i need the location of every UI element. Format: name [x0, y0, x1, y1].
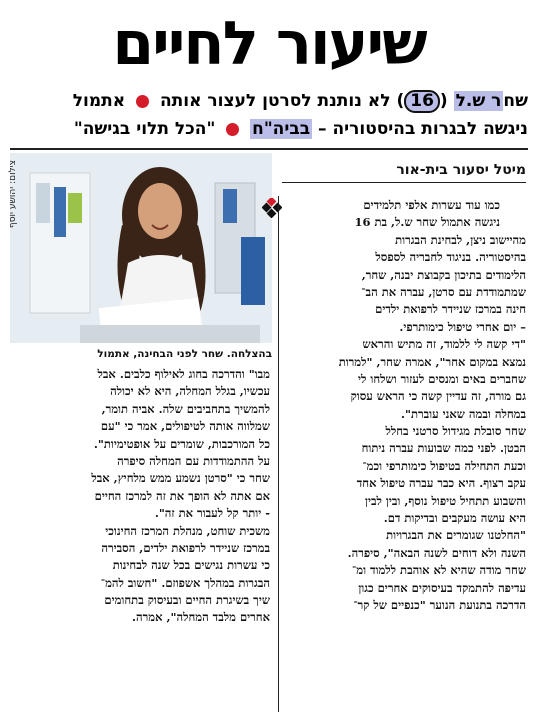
subheadline-line-1: שחר ש.ל (16) לא נותנת לסרטן לעצור אותה אתמול: [72, 91, 528, 111]
article-line: משכית שוחט, מנהלת המרכז החינוכי: [105, 523, 270, 538]
headline: שיעור לחיים: [112, 9, 426, 79]
subhead-quote: "הכל תלוי בגישה": [73, 119, 216, 139]
article-line: וכעת התחילה בטיפול כימותרפי וכמ־: [362, 458, 526, 473]
article-line: על ההתמודדות עם המחלה סיפרה: [117, 453, 270, 468]
article-line: והשבוע תתחיל טיפול נוסף, ובין לבין: [365, 493, 526, 508]
article-column-right: [286, 197, 526, 614]
article-line: אם אתה לא הופך את זה למרכז החיים: [94, 488, 270, 503]
article-photo: [10, 153, 272, 343]
article-line: שיך בשיגרת החיים ובעיסוק בתחומים: [104, 593, 270, 608]
article-line: היא עושה מעקבים ובדיקות דם.: [383, 511, 526, 526]
article-line: עדיפה להתמקד בעיסוקים אחרים כגון: [358, 580, 526, 595]
article-line: עכשיו, בגלל המחלה, היא לא יכולה: [110, 384, 270, 399]
article-line: כמו עוד עשרות אלפי תלמידים: [363, 198, 500, 212]
article-line: אחרים מלבד המחלה", אמרה.: [131, 610, 270, 625]
article-line: במחלה ובמה שאני עוברת".: [400, 406, 526, 421]
article-line: שמתמודדת עם סרטן, עברה את הב־: [361, 284, 526, 299]
section-diamond-icon: [262, 198, 282, 218]
byline-rule: [282, 182, 526, 183]
article-line: "די קשה לי ללמוד, זה מתיש והראש: [362, 337, 526, 352]
article-line: עקב רצוף. היא כבר עברה טיפול אחד: [356, 476, 526, 491]
article-line: הדרכה בתנועת הנוער "כנפיים של קר־: [353, 597, 526, 612]
subhead-text-a: שח: [503, 91, 528, 111]
article-line: הבטן. לפני כמה שבועות עברה ניתוח: [361, 441, 526, 456]
subhead-age-circle: 16: [404, 90, 440, 113]
subhead-text-c: אתמול: [72, 91, 126, 111]
column-divider: [278, 196, 279, 712]
article-line: שחר מודה שהיא לא אוהבת ללמוד ומ־: [351, 563, 526, 578]
article-line: השנה ולא דוחים לשנה הבאה", סיפרה.: [347, 545, 526, 560]
article-line: נמצא במקום אחר", אמרה שחר, "למרות: [338, 354, 526, 369]
article-line: מבו" והדרכה בחוג לאילוף כלבים. אבל: [97, 367, 270, 381]
divider-rule: [10, 148, 528, 150]
article-line: חינה במרכז שניידר לרפואת ילדים: [375, 302, 526, 317]
article-line: כי עשרות נגישים בכל שנה לבחינות: [112, 558, 270, 573]
article-line: כל המורכבות, שומרים על אופטימיות".: [93, 436, 270, 451]
subhead-text-b: לא נותנת לסרטן לעצור אותה: [160, 91, 391, 111]
subheadline-line-2: [10, 116, 528, 142]
subhead-text-d: ניגשה לבגרות בהיסטוריה –: [318, 119, 528, 139]
article-line: שמלווה אותה לטיפולים, אמר כי "עם: [100, 419, 270, 434]
article-line: ניגשה אתמול שחר ש.ל, בת 16: [354, 215, 500, 230]
subhead-highlight-name: ר ש.ל: [455, 91, 502, 111]
photo-illustration: [10, 153, 272, 343]
article-line: שחברים באים ומנסים לעזור ושלחו לי: [358, 371, 526, 386]
article-line: להמשיך בתחביבים שלה. אביה תומר,: [101, 401, 270, 416]
red-bullet-icon: [226, 123, 239, 136]
article-line: – יום אחרי טיפול כימותרפי.: [399, 319, 526, 334]
article-line: - יותר קל לעבור את זה".: [154, 506, 270, 521]
article-line: שחר סובלת מגידול סרטני בחלל: [385, 424, 526, 439]
subhead-highlight-hospital: בביה"ח: [252, 119, 311, 139]
photo-caption: בהצלחה. שחר לפני הבחינה, אתמול: [97, 348, 272, 360]
article-line: גם מורה, זה עדיין קשה כי הראש עסוק: [350, 389, 526, 404]
article-line: בהיסטוריה. בניגוד לחבריה לספסל: [375, 250, 526, 265]
article-line: "החלטנו שגומרים את הבגרויות: [386, 528, 526, 543]
article-line: מהיישוב ניצן, לבחינת הבגרות: [395, 232, 526, 247]
photo-credit: צילום: יהושע יוסף: [8, 160, 18, 229]
byline: מיטל יסעור בית-אור: [396, 162, 526, 178]
article-line: שחר כי "סרטן נשמע ממש מלחיץ, אבל: [91, 471, 270, 486]
article-line: הבגרות במהלך אשפוזם. "חשוב להמ־: [100, 575, 270, 590]
red-bullet-icon: [136, 95, 149, 108]
article-line: הלימודים בתיכון בקבוצת יבנה, שחר,: [361, 267, 526, 282]
article-column-left: [10, 366, 270, 627]
article-line: במרכז שניידר לרפואת ילדים, הסבירה: [101, 540, 270, 555]
